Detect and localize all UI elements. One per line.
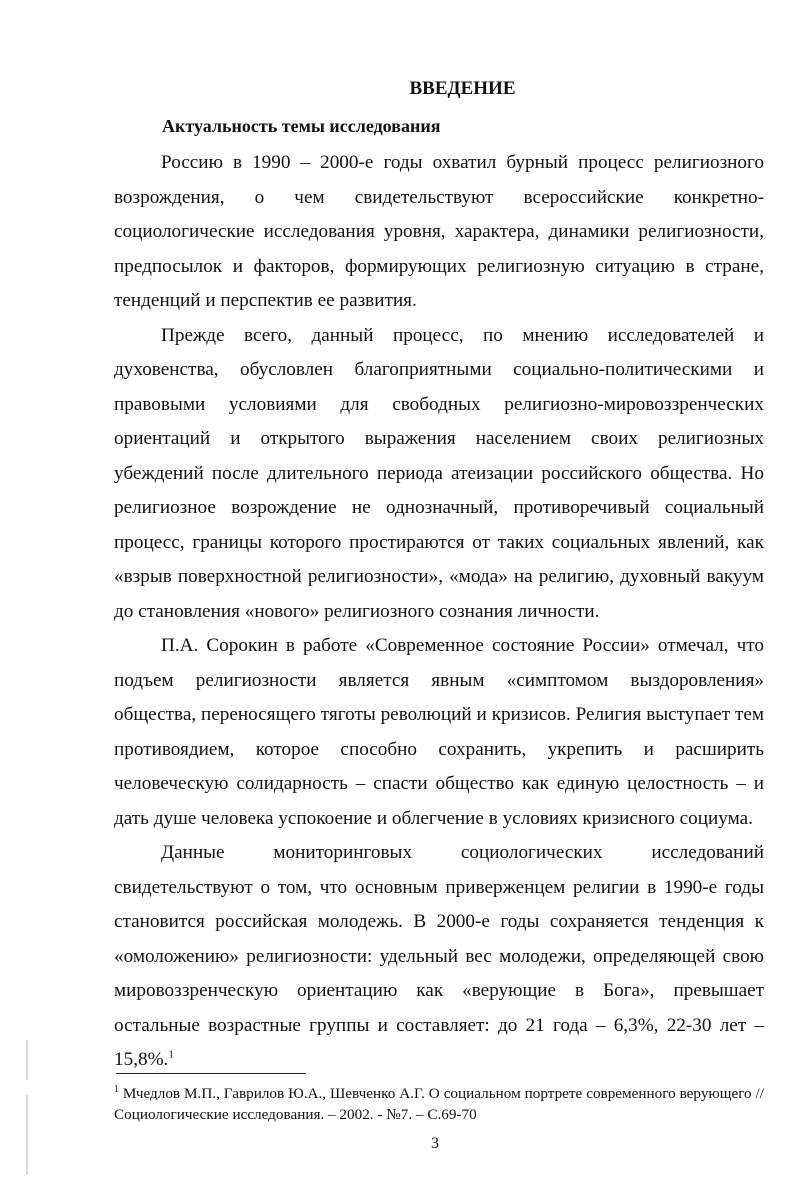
footnote-marker: 1 — [168, 1048, 174, 1061]
body-text — [114, 146, 764, 1078]
page-title: ВВЕДЕНИЕ — [409, 78, 516, 99]
paragraph-1: Россию в 1990 – 2000-е годы охватил бурный процесс религиозного возрождения, о чем свидетельствуют всероссийские конкретно-социологические исследования уровня, характера, динамики религиозности, предпосылок и факторов, формирующих религиозную ситуацию в стране, тенденций и перспектив ее развития. — [114, 152, 764, 311]
footnote-text: Мчедлов М.П., Гаврилов Ю.А., Шевченко А.Г. О социальном портрете современного верующего // Социологические исследования. – 2002. - №7. – С.69-70 — [114, 1085, 764, 1123]
footnote-number: 1 — [114, 1083, 119, 1095]
paragraph-2: Прежде всего, данный процесс, по мнению исследователей и духовенства, обусловлен благоприятными социально-политическими и правовыми условиями для свободных религиозно-мировоззренческих ориентаций и открытого выражения населением своих религиозных убеждений после длительного периода атеизации российского общества. Но религиозное возрождение не однозначный, противоречивый социальный процесс, границы которого простираются от таких социальных явлений, как «взрыв поверхностной религиозности», «мода» на религию, духовный вакуум до становления «нового» религиозного сознания личности. — [114, 324, 764, 622]
page-number: 3 — [431, 1135, 439, 1152]
paragraph-3: П.А. Сорокин в работе «Современное состояние России» отмечал, что подъем религиозности является явным «симптомом выздоровления» общества, переносящего тяготы революций и кризисов. Религия выступает тем противоядием, которое способно сохранить, укрепить и расширить человеческую солидарность – спасти общество как единую целостность – и дать душе человека успокоение и облегчение в условиях кризисного социума. — [114, 635, 764, 829]
footnote — [114, 1083, 764, 1125]
scan-artifact — [26, 1095, 28, 1175]
footnote-divider — [116, 1073, 306, 1074]
paragraph-4-text: Данные мониторинговых социологических исследований свидетельствуют о том, что основным приверженцем религии в 1990-е годы становится российская молодежь. В 2000-е годы сохраняется тенденция к «омоложению» религиозности: удельный вес молодежи, определяющей свою мировоззренческую ориентацию как «верующие в Бога», превышает остальные возрастные группы и составляет: до 21 года – 6,3%, 22-30 лет – 15,8%. — [114, 842, 764, 1070]
section-heading: Актуальность темы исследования — [162, 116, 441, 136]
scan-artifact — [26, 1040, 28, 1080]
paragraph-4 — [114, 836, 764, 1078]
